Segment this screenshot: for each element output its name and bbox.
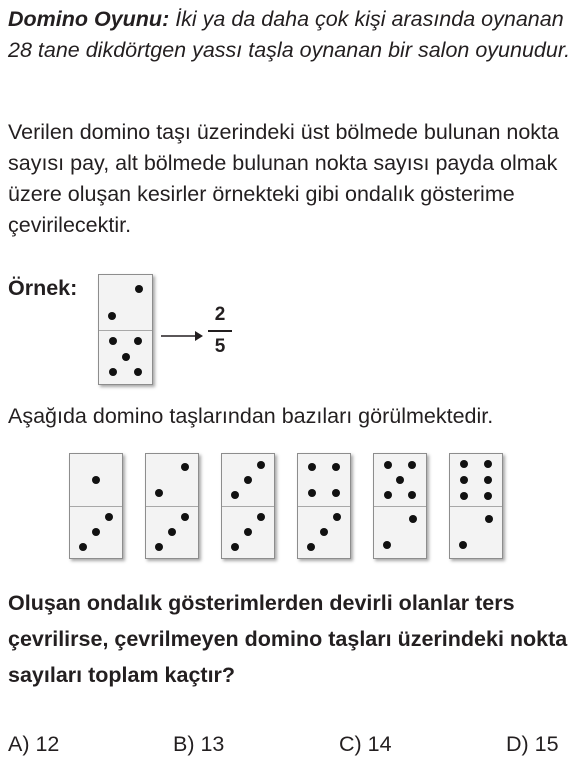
domino-3 xyxy=(221,453,275,559)
domino-pip xyxy=(384,461,392,469)
domino-pip xyxy=(155,543,163,551)
dominoes-intro: Aşağıda domino taşlarından bazıları görülmektedir. xyxy=(8,404,494,428)
domino-pip xyxy=(257,513,265,521)
domino-pip xyxy=(408,461,416,469)
domino-pip xyxy=(333,513,341,521)
domino-pip xyxy=(135,285,143,293)
description-paragraph: Verilen domino taşı üzerindeki üst bölmede bulunan nokta sayısı pay, alt bölmede bulunan nokta sayısı payda olmak üzere oluşan kesirler örnekteki gibi ondalık gösterime çevirilecektir. xyxy=(8,120,559,237)
domino-pip xyxy=(244,528,252,536)
domino-pip xyxy=(460,492,468,500)
domino-pip xyxy=(257,461,265,469)
domino-pip xyxy=(484,492,492,500)
domino-1 xyxy=(69,453,123,559)
domino-pip xyxy=(308,463,316,471)
domino-pip xyxy=(134,368,142,376)
domino-pip xyxy=(307,543,315,551)
question-text: Oluşan ondalık gösterimlerden devirli olanlar ters çevrilirse, çevrilmeyen domino taşları üzerindeki nokta sayıları toplam kaçtır? xyxy=(8,591,568,687)
domino-pip xyxy=(383,541,391,549)
domino-divider xyxy=(70,506,122,507)
domino-pip xyxy=(155,489,163,497)
domino-pip xyxy=(109,368,117,376)
domino-pip xyxy=(460,460,468,468)
domino-4 xyxy=(297,453,351,559)
option-d[interactable]: D) 15 xyxy=(506,732,559,756)
domino-pip xyxy=(459,541,467,549)
domino-pip xyxy=(79,543,87,551)
example-label: Örnek: xyxy=(8,276,78,300)
domino-pip xyxy=(408,491,416,499)
domino-pip xyxy=(231,491,239,499)
domino-pip xyxy=(181,513,189,521)
domino-pip xyxy=(460,476,468,484)
domino-pip xyxy=(92,476,100,484)
domino-pip xyxy=(485,515,493,523)
option-b[interactable]: B) 13 xyxy=(173,732,225,756)
domino-pip xyxy=(181,463,189,471)
domino-pip xyxy=(332,463,340,471)
domino-pip xyxy=(332,489,340,497)
domino-pip xyxy=(384,491,392,499)
domino-pip xyxy=(92,528,100,536)
domino-pip xyxy=(244,476,252,484)
domino-divider xyxy=(146,506,198,507)
domino-pip xyxy=(396,476,404,484)
domino-pip xyxy=(409,515,417,523)
fraction-denominator: 5 xyxy=(214,335,226,357)
domino-2 xyxy=(145,453,199,559)
example-fraction xyxy=(208,303,232,359)
domino-pip xyxy=(320,528,328,536)
domino-pip xyxy=(168,528,176,536)
domino-divider xyxy=(374,506,426,507)
option-c[interactable]: C) 14 xyxy=(339,732,392,756)
domino-pip xyxy=(484,460,492,468)
domino-pip xyxy=(134,337,142,345)
domino-pip xyxy=(231,543,239,551)
fraction-numerator: 2 xyxy=(214,304,226,325)
domino-pip xyxy=(308,489,316,497)
domino-pip xyxy=(109,337,117,345)
intro-text: İki ya da daha çok kişi arasında oynanan 28 tane dikdörtgen yassı taşla oynanan bir salon oyunudur. xyxy=(8,7,571,62)
domino-divider xyxy=(450,506,502,507)
intro-paragraph xyxy=(8,4,574,66)
domino-pip xyxy=(108,312,116,320)
fraction-bar xyxy=(208,330,232,332)
option-a[interactable]: A) 12 xyxy=(8,732,60,756)
arrow-icon xyxy=(161,330,203,342)
domino-5 xyxy=(373,453,427,559)
domino-divider xyxy=(222,506,274,507)
example-domino xyxy=(98,274,153,385)
domino-pip xyxy=(105,513,113,521)
domino-pip xyxy=(122,353,130,361)
intro-term: Domino Oyunu: xyxy=(8,7,170,31)
domino-divider xyxy=(298,506,350,507)
domino-divider xyxy=(99,330,152,331)
domino-6 xyxy=(449,453,503,559)
domino-pip xyxy=(484,476,492,484)
